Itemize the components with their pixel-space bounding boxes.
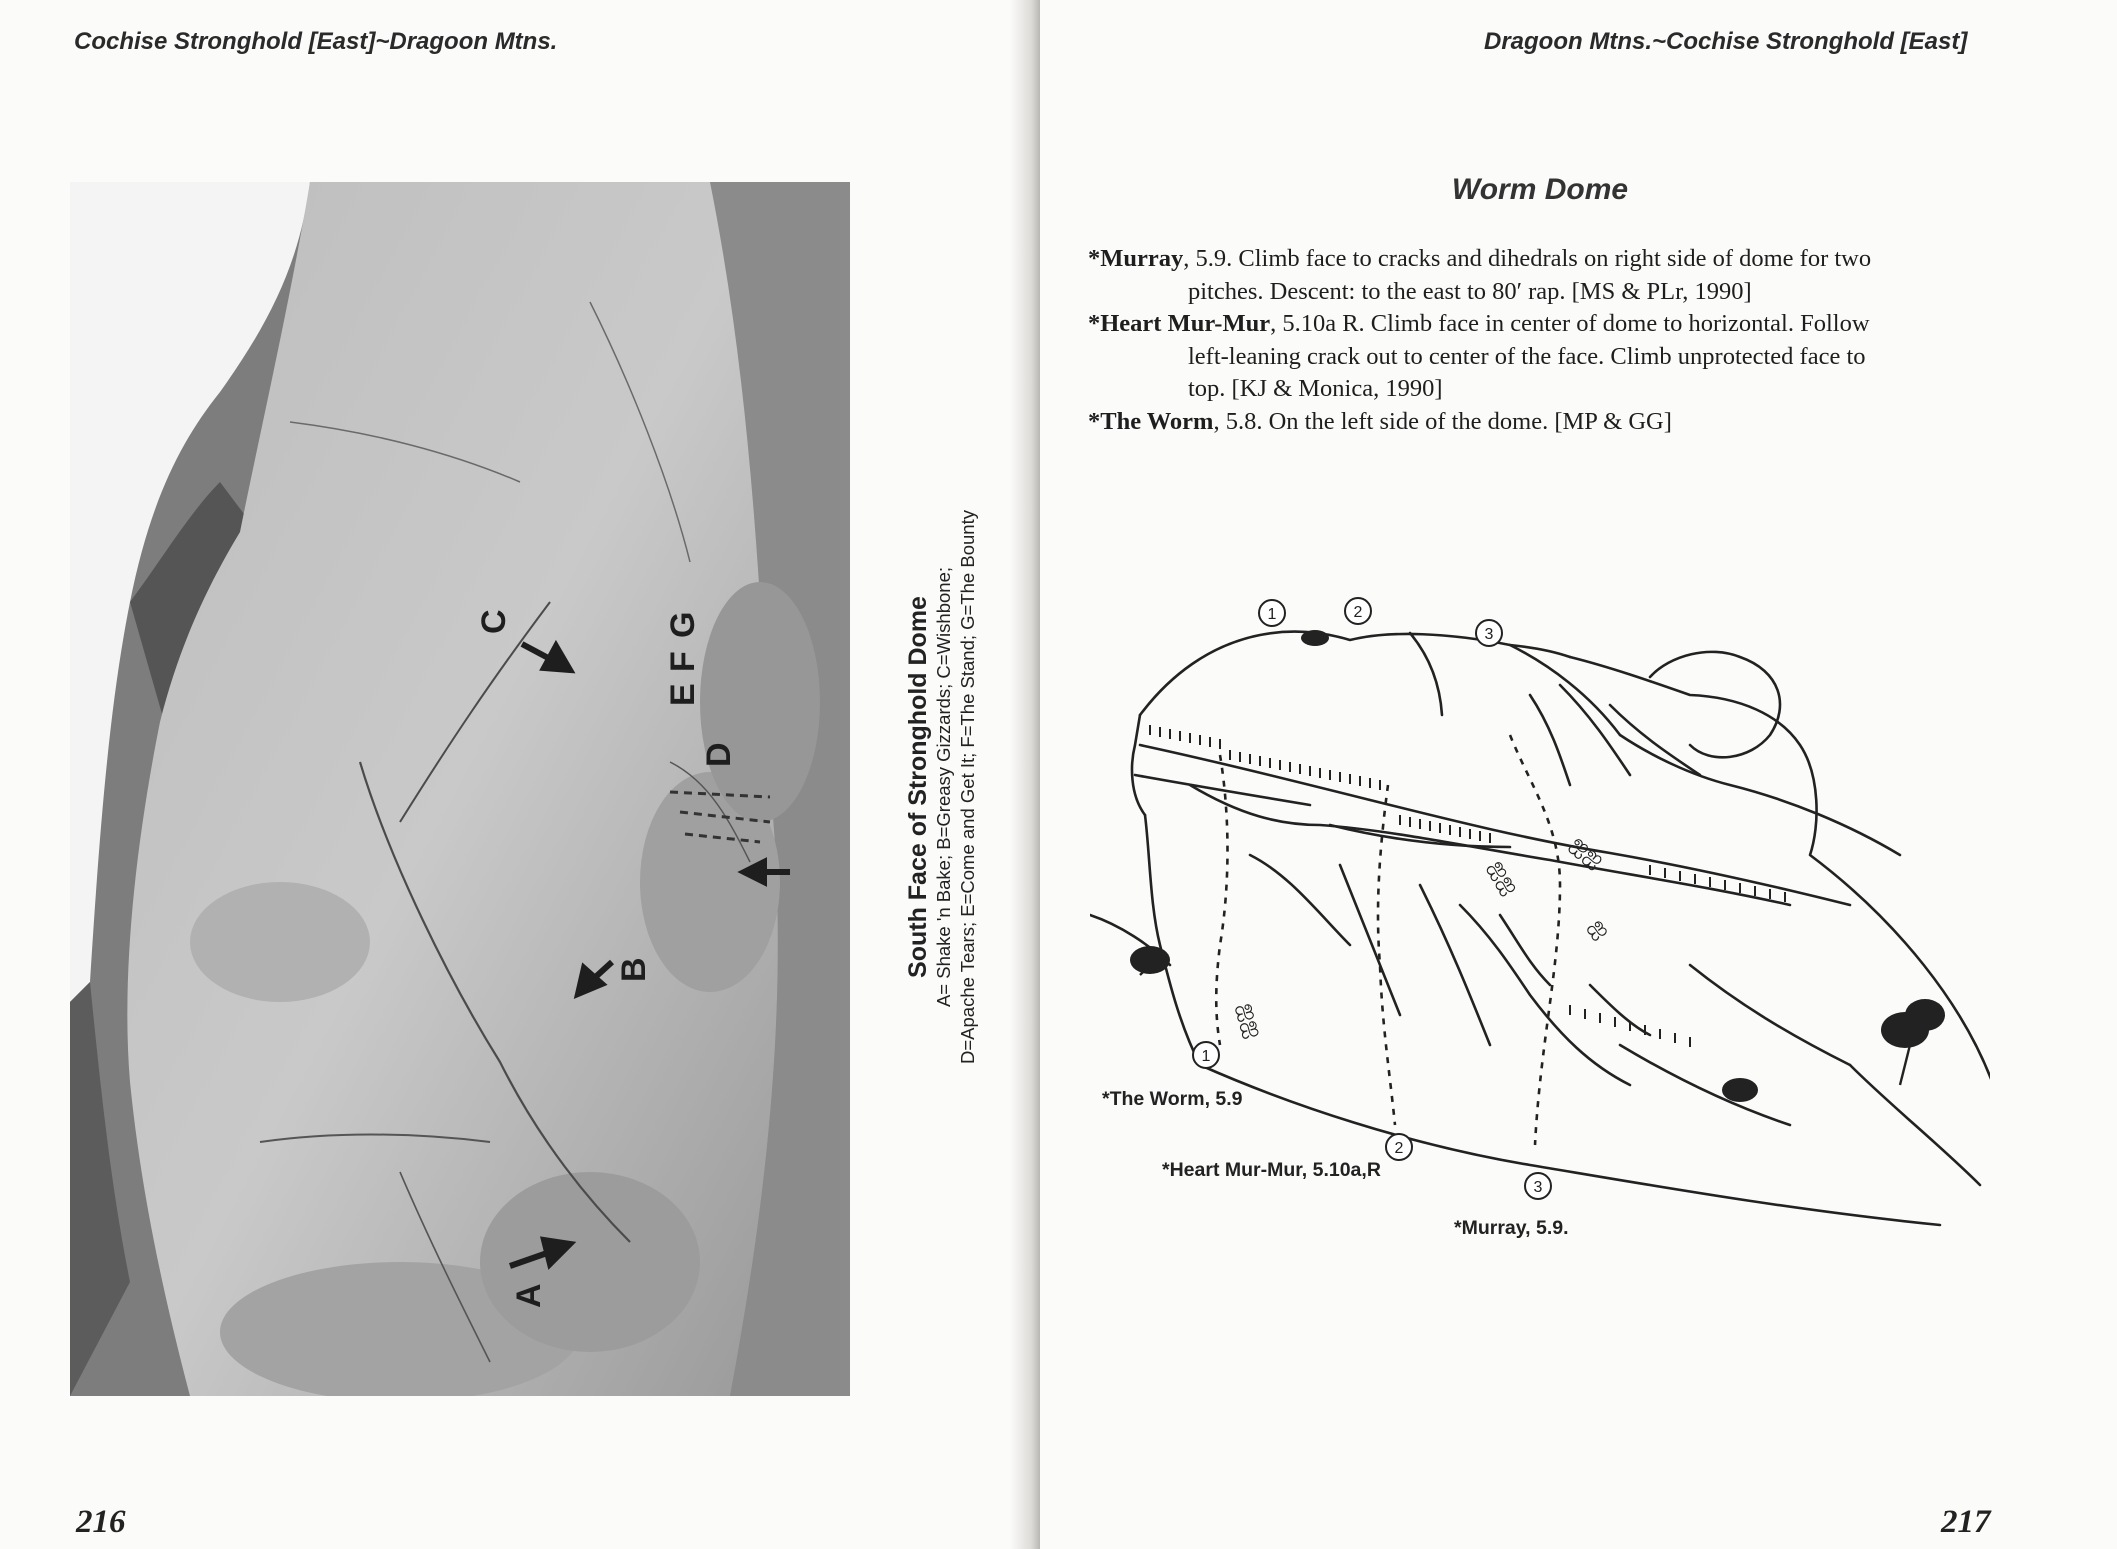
caption-line-2: D=Apache Tears; E=Come and Get It; F=The Stand; G=The Bounty: [957, 510, 978, 1064]
svg-text:ஐஐ: ஐஐ: [1566, 830, 1610, 873]
route-entry-murray: [1088, 243, 1988, 308]
photo-label-a: A: [510, 1283, 548, 1308]
route-entry-the-worm: [1088, 406, 1988, 439]
marker-3-bottom: [1525, 1173, 1551, 1199]
svg-text:2: 2: [1353, 604, 1363, 621]
svg-text:ஐ: ஐ: [1585, 914, 1616, 943]
topo-diagram: [1090, 585, 1990, 1245]
route-name: *The Worm: [1088, 408, 1214, 435]
marker-2-bottom: [1386, 1134, 1412, 1160]
route-description: , 5.9. Climb face to cracks and dihedrals on right side of dome for two: [1183, 245, 1872, 272]
topo-label-murray: *Murray, 5.9.: [1454, 1217, 1569, 1239]
route-entry-heart-mur-mur: [1088, 308, 1988, 406]
photo-label-f: F: [664, 651, 702, 672]
photo-label-c: C: [475, 609, 513, 634]
svg-text:ஐஐ: ஐஐ: [1234, 1000, 1268, 1041]
caption-title: South Face of Stronghold Dome: [904, 596, 932, 978]
caption-line-1: A= Shake 'n Bake; B=Greasy Gizzards; C=Wishbone;: [933, 566, 954, 1008]
topo-label-heart-mur-mur: *Heart Mur-Mur, 5.10a,R: [1162, 1159, 1381, 1181]
photo-label-e: E: [664, 683, 702, 706]
route-description-cont: left-leaning crack out to center of the face. Climb unprotected face to: [1188, 342, 1866, 370]
running-head-left: Cochise Stronghold [East]~Dragoon Mtns.: [74, 28, 558, 55]
section-title: Worm Dome: [1451, 173, 1629, 206]
route-name: *Murray: [1088, 245, 1184, 272]
route-name: *Heart Mur-Mur: [1088, 310, 1271, 337]
photo-label-d: D: [700, 742, 738, 767]
svg-text:1: 1: [1267, 606, 1277, 623]
route-line-worm: [1216, 755, 1227, 1045]
photo-label-b: B: [615, 957, 653, 982]
route-description: , 5.10a R. Climb face in center of dome to horizontal. Follow: [1270, 310, 1870, 337]
svg-text:3: 3: [1533, 1179, 1543, 1196]
topo-label-worm: *The Worm, 5.9: [1102, 1088, 1243, 1110]
svg-text:1: 1: [1201, 1048, 1211, 1065]
marker-3-top: [1476, 620, 1502, 646]
photo-caption: [897, 447, 987, 1127]
rock-face-image: [70, 182, 850, 1396]
photo-label-g: G: [664, 611, 702, 638]
route-description-cont: pitches. Descent: to the east to 80′ rap. [MS & PLr, 1990]: [1188, 277, 1752, 305]
svg-text:3: 3: [1484, 626, 1494, 643]
marker-1-bottom: [1193, 1042, 1219, 1068]
topo-sketch: [1090, 585, 1990, 1245]
marker-1-top: [1259, 600, 1285, 626]
page-number-right: 217: [1941, 1504, 1991, 1540]
marker-2-top: [1345, 598, 1371, 624]
left-page: [0, 0, 1028, 1549]
route-description: , 5.8. On the left side of the dome. [MP & GG]: [1213, 408, 1672, 435]
svg-text:2: 2: [1394, 1140, 1404, 1157]
svg-text:ஐஐ: ஐஐ: [1484, 855, 1525, 899]
dome-photo: [70, 182, 850, 1396]
page-number-left: 216: [76, 1504, 126, 1540]
running-head-right: Dragoon Mtns.~Cochise Stronghold [East]: [1484, 28, 1968, 55]
route-description-cont: top. [KJ & Monica, 1990]: [1188, 375, 1443, 402]
